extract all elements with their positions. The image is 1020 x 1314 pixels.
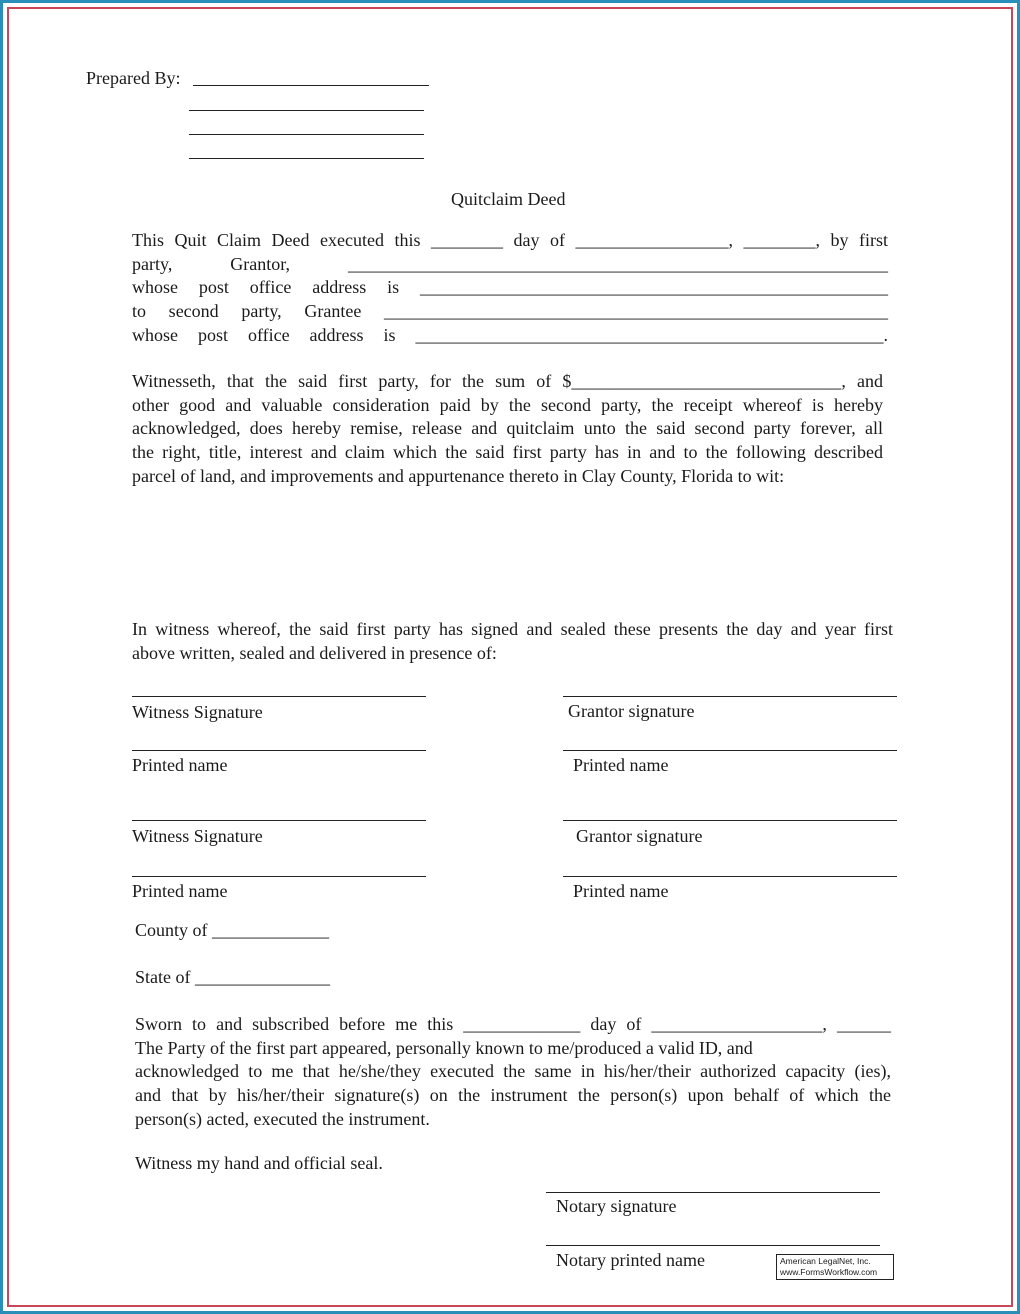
notary-printed-name-line[interactable]	[546, 1245, 880, 1246]
grantor-printed-name-line-1[interactable]	[563, 750, 897, 751]
printed-name-label: Printed name	[573, 881, 669, 901]
county-field[interactable]: County of _____________	[135, 920, 330, 940]
opening-line: whose post office address is ____________________________________________________.	[132, 324, 888, 345]
witnesseth-line: parcel of land, and improvements and appurtenance thereto in Clay County, Florida to wit:	[132, 465, 785, 486]
publisher-website: www.FormsWorkflow.com	[780, 1267, 878, 1277]
witness-signature-label: Witness Signature	[132, 826, 263, 846]
printed-name-label: Printed name	[132, 881, 228, 901]
opening-line: This Quit Claim Deed executed this ________ day of _________________, ________, by first	[132, 230, 888, 250]
sworn-paragraph	[135, 1013, 891, 1132]
notary-printed-name-label: Notary printed name	[556, 1250, 705, 1270]
witnesseth-line: other good and valuable consideration paid by the second party, the receipt whereof is hereby	[132, 394, 883, 415]
witness-signature-label: Witness Signature	[132, 702, 263, 722]
sworn-line: Sworn to and subscribed before me this _____________ day of ___________________, ______	[135, 1014, 891, 1034]
witness-printed-name-line-2[interactable]	[132, 876, 426, 877]
notary-signature-label: Notary signature	[556, 1196, 677, 1216]
witness-signature-line-1[interactable]	[132, 696, 426, 697]
prepared-by-label: Prepared By:	[86, 68, 181, 88]
in-witness-line: above written, sealed and delivered in presence of:	[132, 642, 497, 663]
opening-line: to second party, Grantee ________________________________________________________	[132, 301, 888, 322]
witnesseth-line: the right, title, interest and claim which the said first party has in and to the following described	[132, 442, 883, 463]
witness-hand-text: Witness my hand and official seal.	[135, 1153, 383, 1173]
grantor-signature-line-2[interactable]	[563, 820, 897, 821]
sworn-line: The Party of the first part appeared, personally known to me/produced a valid ID, and	[135, 1037, 753, 1058]
in-witness-paragraph	[132, 618, 893, 665]
prepared-by-line-4[interactable]	[189, 158, 424, 159]
grantor-signature-label: Grantor signature	[576, 826, 703, 846]
printed-name-label: Printed name	[132, 755, 228, 775]
printed-name-label: Printed name	[573, 755, 669, 775]
witness-signature-line-2[interactable]	[132, 820, 426, 821]
witnesseth-line: acknowledged, does hereby remise, release and quitclaim unto the said second party forever, all	[132, 418, 883, 439]
notary-signature-line[interactable]	[546, 1192, 880, 1193]
grantor-signature-line-1[interactable]	[563, 696, 897, 697]
document-title: Quitclaim Deed	[451, 189, 566, 209]
grantor-signature-label: Grantor signature	[568, 701, 695, 721]
witnesseth-paragraph	[132, 370, 883, 489]
publisher-name: American LegalNet, Inc.	[780, 1256, 871, 1266]
prepared-by-line-2[interactable]	[189, 110, 424, 111]
in-witness-line: In witness whereof, the said first party has signed and sealed these presents the day and year first	[132, 619, 893, 639]
sworn-line: person(s) acted, executed the instrument.	[135, 1108, 430, 1129]
sworn-line: and that by his/her/their signature(s) on the instrument the person(s) upon behalf of which the	[135, 1085, 891, 1106]
prepared-by-line-3[interactable]	[189, 134, 424, 135]
opening-line: whose post office address is ____________________________________________________	[132, 277, 888, 298]
opening-paragraph	[132, 229, 888, 348]
witnesseth-line: Witnesseth, that the said first party, for the sum of $______________________________, and	[132, 371, 883, 391]
publisher-box	[776, 1254, 894, 1280]
grantor-printed-name-line-2[interactable]	[563, 876, 897, 877]
sworn-line: acknowledged to me that he/she/they executed the same in his/her/their authorized capacity (ies),	[135, 1061, 891, 1082]
opening-line: party, Grantor, ____________________________________________________________	[132, 253, 888, 274]
state-field[interactable]: State of _______________	[135, 967, 330, 987]
witness-printed-name-line-1[interactable]	[132, 750, 426, 751]
prepared-by-line-1[interactable]	[193, 85, 429, 86]
